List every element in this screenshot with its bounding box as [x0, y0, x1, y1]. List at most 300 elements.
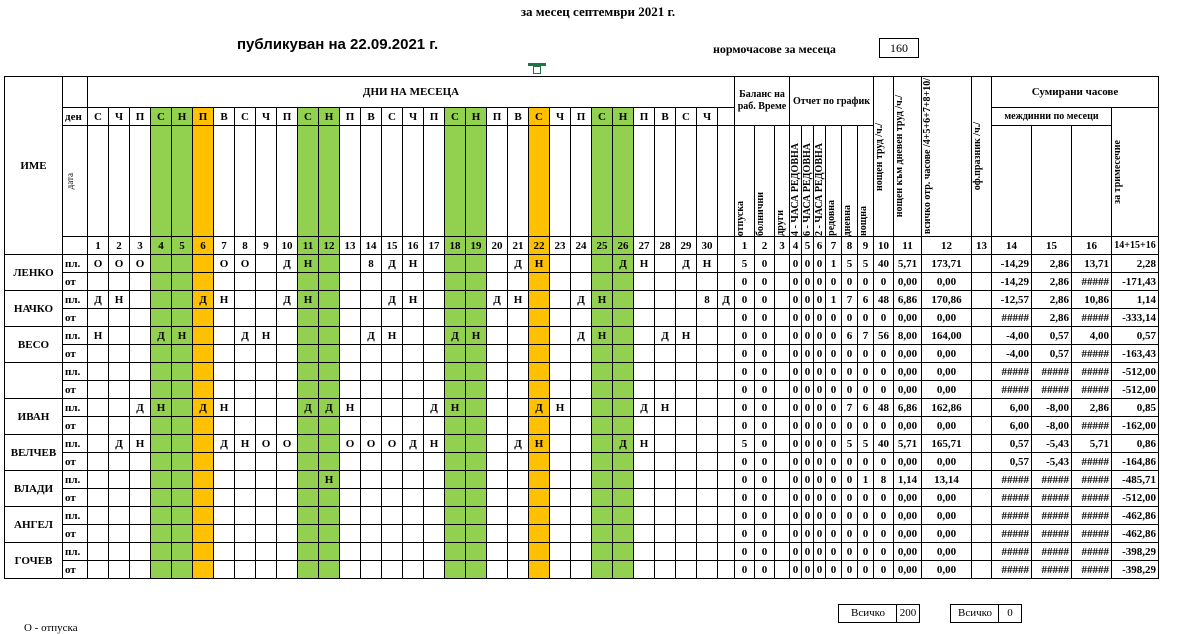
shift-cell-extra[interactable]	[718, 327, 735, 345]
value-col-15[interactable]: 2,86	[1032, 309, 1072, 327]
shift-cell[interactable]	[277, 507, 298, 525]
shift-cell[interactable]	[529, 543, 550, 561]
shift-cell[interactable]	[466, 309, 487, 327]
shift-cell[interactable]	[655, 381, 676, 399]
value-col-11[interactable]: 5,71	[894, 435, 922, 453]
shift-cell[interactable]	[151, 291, 172, 309]
shift-cell[interactable]: Н	[529, 255, 550, 273]
shift-cell[interactable]	[445, 489, 466, 507]
shift-cell[interactable]	[361, 273, 382, 291]
value-col-14[interactable]: #####	[992, 525, 1032, 543]
shift-cell[interactable]: 8	[361, 255, 382, 273]
value-col-15[interactable]: 0,57	[1032, 327, 1072, 345]
shift-cell[interactable]	[340, 273, 361, 291]
value-col-9[interactable]: 5	[858, 435, 874, 453]
shift-cell[interactable]	[256, 507, 277, 525]
value-col-4[interactable]: 0	[790, 543, 802, 561]
value-col-12[interactable]: 0,00	[922, 543, 972, 561]
shift-cell[interactable]	[235, 381, 256, 399]
shift-cell[interactable]	[235, 345, 256, 363]
shift-cell[interactable]	[298, 453, 319, 471]
value-col-13[interactable]	[972, 291, 992, 309]
value-col-10[interactable]: 40	[874, 255, 894, 273]
value-col-4[interactable]: 0	[790, 399, 802, 417]
shift-cell[interactable]	[466, 471, 487, 489]
value-col-1[interactable]: 0	[735, 363, 755, 381]
value-col-14[interactable]: #####	[992, 489, 1032, 507]
shift-cell-extra[interactable]	[718, 543, 735, 561]
value-col-12[interactable]: 0,00	[922, 381, 972, 399]
value-col-9[interactable]: 0	[858, 309, 874, 327]
value-col-1[interactable]: 0	[735, 561, 755, 579]
shift-cell-extra[interactable]	[718, 381, 735, 399]
value-col-10[interactable]: 8	[874, 471, 894, 489]
shift-cell[interactable]	[88, 381, 109, 399]
shift-cell[interactable]	[109, 489, 130, 507]
shift-cell[interactable]	[403, 507, 424, 525]
shift-cell[interactable]	[130, 309, 151, 327]
shift-cell[interactable]	[172, 345, 193, 363]
shift-cell[interactable]	[235, 489, 256, 507]
value-col-13[interactable]	[972, 507, 992, 525]
value-col-15[interactable]: -8,00	[1032, 399, 1072, 417]
value-col-9[interactable]: 0	[858, 561, 874, 579]
shift-cell[interactable]: Д	[214, 435, 235, 453]
value-col-7[interactable]: 0	[826, 399, 842, 417]
shift-cell[interactable]	[634, 489, 655, 507]
shift-cell[interactable]	[361, 399, 382, 417]
shift-cell[interactable]	[697, 561, 718, 579]
value-col-5[interactable]: 0	[802, 309, 814, 327]
value-col-7[interactable]: 0	[826, 327, 842, 345]
value-col-2[interactable]: 0	[755, 309, 775, 327]
shift-cell[interactable]	[550, 363, 571, 381]
shift-cell[interactable]	[424, 327, 445, 345]
shift-cell[interactable]	[88, 345, 109, 363]
shift-cell[interactable]	[697, 471, 718, 489]
value-col-12[interactable]: 0,00	[922, 561, 972, 579]
shift-cell[interactable]	[655, 309, 676, 327]
shift-cell[interactable]	[88, 453, 109, 471]
shift-cell[interactable]	[676, 561, 697, 579]
shift-cell[interactable]	[193, 273, 214, 291]
value-col-7[interactable]: 0	[826, 489, 842, 507]
value-col-9[interactable]: 0	[858, 489, 874, 507]
shift-cell[interactable]	[592, 525, 613, 543]
shift-cell[interactable]	[361, 561, 382, 579]
value-col-5[interactable]: 0	[802, 489, 814, 507]
shift-cell[interactable]: Н	[466, 327, 487, 345]
shift-cell[interactable]	[256, 543, 277, 561]
shift-cell[interactable]	[214, 381, 235, 399]
shift-cell[interactable]	[172, 309, 193, 327]
value-col-13[interactable]	[972, 471, 992, 489]
value-col-8[interactable]: 7	[842, 291, 858, 309]
shift-cell[interactable]	[550, 327, 571, 345]
value-col-6[interactable]: 0	[814, 489, 826, 507]
shift-cell[interactable]	[403, 327, 424, 345]
shift-cell[interactable]	[130, 453, 151, 471]
value-col-2[interactable]: 0	[755, 255, 775, 273]
shift-cell[interactable]	[655, 489, 676, 507]
shift-cell[interactable]	[382, 399, 403, 417]
shift-cell[interactable]	[487, 507, 508, 525]
value-col-11[interactable]: 0,00	[894, 417, 922, 435]
value-col-6[interactable]: 0	[814, 273, 826, 291]
shift-cell[interactable]	[319, 543, 340, 561]
shift-cell[interactable]	[214, 363, 235, 381]
shift-cell[interactable]	[340, 453, 361, 471]
shift-cell[interactable]	[613, 291, 634, 309]
shift-cell[interactable]: Д	[571, 327, 592, 345]
shift-cell-extra[interactable]	[718, 417, 735, 435]
shift-cell[interactable]	[550, 507, 571, 525]
shift-cell[interactable]: Д	[382, 255, 403, 273]
shift-cell[interactable]	[466, 255, 487, 273]
value-col-15[interactable]: 2,86	[1032, 255, 1072, 273]
shift-cell[interactable]: О	[130, 255, 151, 273]
shift-cell[interactable]	[319, 291, 340, 309]
value-col-14[interactable]: #####	[992, 381, 1032, 399]
shift-cell[interactable]: Д	[676, 255, 697, 273]
shift-cell[interactable]	[214, 327, 235, 345]
value-col-3[interactable]	[775, 507, 790, 525]
shift-cell[interactable]	[214, 309, 235, 327]
value-col-10[interactable]: 0	[874, 345, 894, 363]
value-col-16[interactable]: #####	[1072, 309, 1112, 327]
shift-cell[interactable]	[235, 453, 256, 471]
shift-cell[interactable]	[256, 273, 277, 291]
shift-cell[interactable]	[697, 507, 718, 525]
shift-cell[interactable]	[571, 525, 592, 543]
shift-cell[interactable]	[424, 381, 445, 399]
value-col-3[interactable]	[775, 291, 790, 309]
shift-cell[interactable]	[466, 561, 487, 579]
shift-cell[interactable]	[277, 345, 298, 363]
shift-cell[interactable]	[340, 489, 361, 507]
shift-cell[interactable]	[193, 417, 214, 435]
shift-cell[interactable]	[529, 327, 550, 345]
shift-cell[interactable]	[403, 363, 424, 381]
shift-cell[interactable]	[361, 291, 382, 309]
shift-cell[interactable]	[277, 273, 298, 291]
shift-cell[interactable]: Н	[403, 255, 424, 273]
shift-cell[interactable]: Н	[634, 255, 655, 273]
shift-cell[interactable]	[193, 561, 214, 579]
value-col-17[interactable]: -398,29	[1112, 561, 1159, 579]
shift-cell[interactable]	[403, 489, 424, 507]
shift-cell[interactable]	[613, 345, 634, 363]
value-col-17[interactable]: -512,00	[1112, 381, 1159, 399]
value-col-14[interactable]: #####	[992, 363, 1032, 381]
value-col-1[interactable]: 0	[735, 471, 755, 489]
value-col-13[interactable]	[972, 363, 992, 381]
shift-cell[interactable]	[172, 471, 193, 489]
value-col-2[interactable]: 0	[755, 327, 775, 345]
shift-cell[interactable]	[382, 273, 403, 291]
value-col-1[interactable]: 0	[735, 291, 755, 309]
shift-cell[interactable]	[109, 525, 130, 543]
shift-cell[interactable]	[697, 525, 718, 543]
shift-cell[interactable]	[466, 525, 487, 543]
value-col-3[interactable]	[775, 399, 790, 417]
shift-cell[interactable]	[487, 417, 508, 435]
shift-cell[interactable]: Н	[88, 327, 109, 345]
shift-cell[interactable]	[550, 489, 571, 507]
value-col-7[interactable]: 0	[826, 381, 842, 399]
value-col-14[interactable]: #####	[992, 543, 1032, 561]
value-col-12[interactable]: 0,00	[922, 345, 972, 363]
value-col-17[interactable]: -162,00	[1112, 417, 1159, 435]
shift-cell[interactable]	[466, 543, 487, 561]
shift-cell[interactable]	[634, 543, 655, 561]
shift-cell[interactable]	[151, 471, 172, 489]
shift-cell[interactable]: Н	[676, 327, 697, 345]
shift-cell[interactable]	[655, 417, 676, 435]
shift-cell[interactable]	[340, 291, 361, 309]
value-col-2[interactable]: 0	[755, 561, 775, 579]
shift-cell[interactable]	[172, 489, 193, 507]
shift-cell[interactable]	[403, 273, 424, 291]
shift-cell[interactable]	[676, 471, 697, 489]
shift-cell[interactable]: Н	[214, 291, 235, 309]
shift-cell[interactable]	[571, 435, 592, 453]
value-col-5[interactable]: 0	[802, 453, 814, 471]
shift-cell[interactable]	[550, 453, 571, 471]
value-col-5[interactable]: 0	[802, 507, 814, 525]
value-col-1[interactable]: 0	[735, 507, 755, 525]
shift-cell[interactable]	[676, 417, 697, 435]
shift-cell[interactable]	[193, 381, 214, 399]
shift-cell[interactable]	[634, 363, 655, 381]
shift-cell[interactable]	[403, 345, 424, 363]
value-col-3[interactable]	[775, 255, 790, 273]
value-col-2[interactable]: 0	[755, 273, 775, 291]
value-col-3[interactable]	[775, 363, 790, 381]
value-col-8[interactable]: 5	[842, 435, 858, 453]
value-col-15[interactable]: 2,86	[1032, 273, 1072, 291]
shift-cell[interactable]	[235, 561, 256, 579]
shift-cell[interactable]: Д	[613, 255, 634, 273]
value-col-7[interactable]: 0	[826, 273, 842, 291]
shift-cell[interactable]	[88, 525, 109, 543]
shift-cell[interactable]	[193, 345, 214, 363]
shift-cell[interactable]	[277, 381, 298, 399]
shift-cell[interactable]	[445, 543, 466, 561]
value-col-11[interactable]: 8,00	[894, 327, 922, 345]
shift-cell[interactable]	[172, 435, 193, 453]
value-col-8[interactable]: 0	[842, 525, 858, 543]
shift-cell[interactable]	[319, 381, 340, 399]
shift-cell[interactable]	[340, 561, 361, 579]
value-col-17[interactable]: 2,28	[1112, 255, 1159, 273]
value-col-8[interactable]: 0	[842, 363, 858, 381]
shift-cell[interactable]	[613, 507, 634, 525]
shift-cell[interactable]: Н	[424, 435, 445, 453]
shift-cell[interactable]	[571, 399, 592, 417]
shift-cell[interactable]	[445, 255, 466, 273]
value-col-12[interactable]: 0,00	[922, 273, 972, 291]
value-col-12[interactable]: 164,00	[922, 327, 972, 345]
value-col-15[interactable]: 0,57	[1032, 345, 1072, 363]
shift-cell[interactable]	[382, 543, 403, 561]
shift-cell[interactable]	[151, 435, 172, 453]
shift-cell[interactable]	[571, 543, 592, 561]
shift-cell[interactable]	[361, 489, 382, 507]
shift-cell[interactable]: О	[109, 255, 130, 273]
shift-cell[interactable]	[676, 291, 697, 309]
shift-cell[interactable]: О	[214, 255, 235, 273]
shift-cell[interactable]	[256, 291, 277, 309]
shift-cell[interactable]	[424, 273, 445, 291]
value-col-17[interactable]: -398,29	[1112, 543, 1159, 561]
value-col-13[interactable]	[972, 489, 992, 507]
value-col-4[interactable]: 0	[790, 435, 802, 453]
shift-cell[interactable]	[319, 453, 340, 471]
shift-cell-extra[interactable]	[718, 453, 735, 471]
value-col-15[interactable]: #####	[1032, 543, 1072, 561]
value-col-6[interactable]: 0	[814, 543, 826, 561]
value-col-7[interactable]: 0	[826, 435, 842, 453]
value-col-1[interactable]: 0	[735, 543, 755, 561]
shift-cell[interactable]	[130, 273, 151, 291]
shift-cell[interactable]	[655, 561, 676, 579]
shift-cell[interactable]	[697, 399, 718, 417]
value-col-13[interactable]	[972, 435, 992, 453]
shift-cell[interactable]	[676, 273, 697, 291]
shift-cell[interactable]	[571, 561, 592, 579]
shift-cell[interactable]	[508, 489, 529, 507]
shift-cell[interactable]	[298, 345, 319, 363]
shift-cell[interactable]	[592, 363, 613, 381]
value-col-8[interactable]: 0	[842, 453, 858, 471]
value-col-1[interactable]: 0	[735, 381, 755, 399]
shift-cell[interactable]: О	[88, 255, 109, 273]
shift-cell[interactable]	[550, 291, 571, 309]
shift-cell[interactable]	[382, 309, 403, 327]
shift-cell[interactable]	[88, 471, 109, 489]
shift-cell[interactable]	[571, 255, 592, 273]
shift-cell[interactable]	[319, 363, 340, 381]
shift-cell[interactable]	[340, 363, 361, 381]
shift-cell[interactable]	[130, 507, 151, 525]
value-col-6[interactable]: 0	[814, 471, 826, 489]
shift-cell[interactable]	[382, 561, 403, 579]
shift-cell-extra[interactable]	[718, 561, 735, 579]
shift-cell[interactable]	[193, 525, 214, 543]
shift-cell[interactable]	[361, 453, 382, 471]
shift-cell[interactable]	[88, 363, 109, 381]
shift-cell[interactable]	[592, 399, 613, 417]
shift-cell[interactable]	[151, 543, 172, 561]
shift-cell[interactable]	[193, 507, 214, 525]
shift-cell[interactable]: Д	[235, 327, 256, 345]
value-col-12[interactable]: 170,86	[922, 291, 972, 309]
shift-cell[interactable]	[550, 345, 571, 363]
shift-cell[interactable]	[487, 543, 508, 561]
shift-cell[interactable]	[298, 471, 319, 489]
shift-cell[interactable]	[676, 363, 697, 381]
value-col-1[interactable]: 0	[735, 489, 755, 507]
shift-cell[interactable]	[592, 561, 613, 579]
total-value-1[interactable]: 200	[896, 604, 920, 623]
value-col-12[interactable]: 0,00	[922, 453, 972, 471]
shift-cell[interactable]	[487, 399, 508, 417]
shift-cell[interactable]: О	[235, 255, 256, 273]
value-col-11[interactable]: 6,86	[894, 291, 922, 309]
shift-cell[interactable]: Н	[256, 327, 277, 345]
shift-cell[interactable]	[340, 327, 361, 345]
value-col-1[interactable]: 0	[735, 453, 755, 471]
shift-cell[interactable]	[151, 453, 172, 471]
shift-cell[interactable]: Д	[403, 435, 424, 453]
shift-cell[interactable]	[193, 309, 214, 327]
shift-cell[interactable]	[508, 309, 529, 327]
value-col-5[interactable]: 0	[802, 399, 814, 417]
shift-cell[interactable]	[466, 273, 487, 291]
shift-cell[interactable]	[193, 489, 214, 507]
value-col-7[interactable]: 0	[826, 543, 842, 561]
value-col-13[interactable]	[972, 309, 992, 327]
shift-cell[interactable]	[340, 507, 361, 525]
shift-cell[interactable]	[319, 435, 340, 453]
shift-cell[interactable]	[319, 507, 340, 525]
shift-cell[interactable]	[571, 273, 592, 291]
shift-cell[interactable]	[151, 309, 172, 327]
value-col-17[interactable]: 0,85	[1112, 399, 1159, 417]
shift-cell[interactable]: 8	[697, 291, 718, 309]
shift-cell[interactable]	[214, 417, 235, 435]
value-col-4[interactable]: 0	[790, 453, 802, 471]
shift-cell[interactable]: Н	[403, 291, 424, 309]
shift-cell[interactable]	[277, 453, 298, 471]
shift-cell[interactable]	[130, 471, 151, 489]
value-col-3[interactable]	[775, 309, 790, 327]
value-col-10[interactable]: 0	[874, 453, 894, 471]
value-col-5[interactable]: 0	[802, 525, 814, 543]
shift-cell[interactable]	[319, 327, 340, 345]
shift-cell[interactable]	[214, 471, 235, 489]
shift-cell[interactable]	[172, 291, 193, 309]
value-col-2[interactable]: 0	[755, 417, 775, 435]
shift-cell[interactable]	[340, 255, 361, 273]
value-col-14[interactable]: 0,57	[992, 453, 1032, 471]
value-col-3[interactable]	[775, 381, 790, 399]
shift-cell[interactable]	[172, 525, 193, 543]
shift-cell[interactable]	[319, 489, 340, 507]
value-col-14[interactable]: -14,29	[992, 255, 1032, 273]
value-col-14[interactable]: -14,29	[992, 273, 1032, 291]
shift-cell[interactable]	[214, 543, 235, 561]
value-col-3[interactable]	[775, 435, 790, 453]
value-col-17[interactable]: 1,14	[1112, 291, 1159, 309]
shift-cell[interactable]	[130, 489, 151, 507]
shift-cell[interactable]	[550, 561, 571, 579]
shift-cell[interactable]	[151, 381, 172, 399]
shift-cell[interactable]	[172, 543, 193, 561]
shift-cell[interactable]	[193, 435, 214, 453]
shift-cell[interactable]	[109, 345, 130, 363]
shift-cell[interactable]	[277, 399, 298, 417]
shift-cell[interactable]	[109, 399, 130, 417]
value-col-6[interactable]: 0	[814, 291, 826, 309]
value-col-16[interactable]: #####	[1072, 561, 1112, 579]
shift-cell[interactable]: Д	[193, 399, 214, 417]
shift-cell[interactable]	[655, 273, 676, 291]
shift-cell[interactable]	[403, 453, 424, 471]
shift-cell[interactable]	[550, 435, 571, 453]
shift-cell[interactable]: Д	[88, 291, 109, 309]
